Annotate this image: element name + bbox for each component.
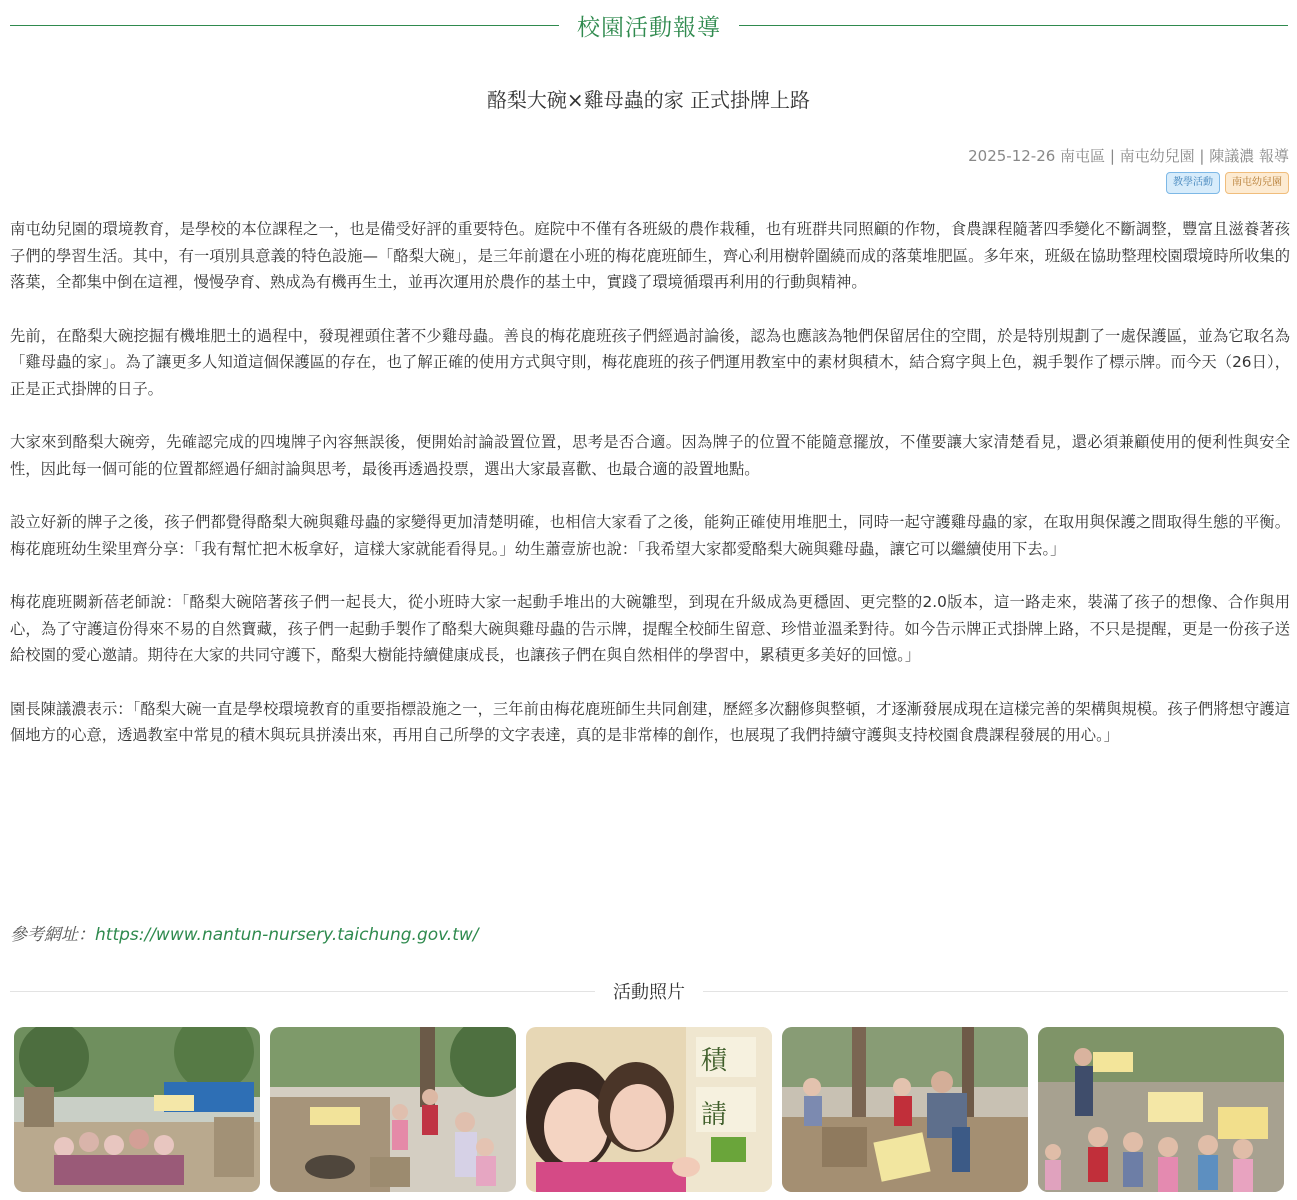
tag-teaching-activity[interactable]: 教學活動 <box>1166 172 1220 194</box>
header-line-right <box>739 25 1288 26</box>
photo-section-header <box>10 976 1288 1006</box>
photo-section-title: 活動照片 <box>613 982 685 1003</box>
article-body <box>10 216 1290 776</box>
paragraph: 梅花鹿班闕新蓓老師說：「酪梨大碗陪著孩子們一起長大，從小班時大家一起動手堆出的大碗雛型，到現在升級成為更穩固、更完整的2.0版本，這一路走來，裝滿了孩子的想像、合作與用心，為了守護這份得來不易的自然寶藏，孩子們一起動手製作了酪梨大碗與雞母蟲的告示牌，提醒全校師生留意、珍惜並溫柔對待。如今告示牌正式掛牌上路，不只是提醒，更是一份孩子送給校園的愛心邀請。期待在大家的共同守護下，酪梨大樹能持續健康成長，也讓孩子們在與自然相伴的學習中，累積更多美好的回憶。」 <box>10 593 1290 664</box>
reference-label: 參考網址： <box>10 925 95 945</box>
photo-3[interactable] <box>526 1027 772 1192</box>
article-meta: 2025-12-26 南屯區 | 南屯幼兒園 | 陳議濃 報導 <box>968 147 1289 165</box>
section-header <box>10 8 1288 42</box>
paragraph: 南屯幼兒園的環境教育，是學校的本位課程之一，也是備受好評的重要特色。庭院中不僅有各班級的農作栽種，也有班群共同照顧的作物，食農課程隨著四季變化不斷調整，豐富且滋養著孩子們的學習生活。其中，有一項別具意義的特色設施—「酪梨大碗」，是三年前還在小班的梅花鹿班師生，齊心利用樹幹圍繞而成的落葉堆肥區。多年來，班級在協助整理校園環境時所收集的落葉，全都集中倒在這裡，慢慢孕育、熟成為有機再生土，並再次運用於農作的基土中，實踐了環境循環再利用的行動與精神。 <box>10 220 1290 291</box>
photo-2[interactable] <box>270 1027 516 1192</box>
paragraph: 園長陳議濃表示：「酪梨大碗一直是學校環境教育的重要指標設施之一，三年前由梅花鹿班師生共同創建，歷經多次翻修與整頓，才逐漸發展成現在這樣完善的架構與規模。孩子們將想守護這個地方的心意，透過教室中常見的積木與玩具拼湊出來，再用自己所學的文字表達，真的是非常棒的創作，也展現了我們持續守護與支持校園食農課程發展的用心。」 <box>10 699 1290 744</box>
photo-gallery <box>14 1027 1284 1192</box>
svg-text:積: 積 <box>701 1046 728 1076</box>
svg-text:請: 請 <box>701 1100 728 1130</box>
photo-5[interactable] <box>1038 1027 1284 1192</box>
paragraph: 設立好新的牌子之後，孩子們都覺得酪梨大碗與雞母蟲的家變得更加清楚明確，也相信大家看了之後，能夠正確使用堆肥土，同時一起守護雞母蟲的家，在取用與保護之間取得生態的平衡。梅花鹿班幼生梁里齊分享：「我有幫忙把木板拿好，這樣大家就能看得見。」幼生蕭壹旂也說：「我希望大家都愛酪梨大碗與雞母蟲，讓它可以繼續使用下去。」 <box>10 513 1290 558</box>
reference-link[interactable]: https://www.nantun-nursery.taichung.gov.tw/ <box>95 925 479 945</box>
paragraph: 先前，在酪梨大碗挖掘有機堆肥土的過程中，發現裡頭住著不少雞母蟲。善良的梅花鹿班孩子們經過討論後，認為也應該為牠們保留居住的空間，於是特別規劃了一處保護區，並為它取名為「雞母蟲的家」。為了讓更多人知道這個保護區的存在，也了解正確的使用方式與守則，梅花鹿班的孩子們運用教室中的素材與積木，結合寫字與上色，親手製作了標示牌。而今天（26日），正是正式掛牌的日子。 <box>10 326 1290 398</box>
tag-list <box>1166 172 1289 194</box>
tag-school[interactable]: 南屯幼兒園 <box>1225 172 1289 194</box>
reference <box>10 920 479 945</box>
photo-1[interactable] <box>14 1027 260 1192</box>
section-title: 校園活動報導 <box>577 14 721 41</box>
article-title: 酪梨大碗×雞母蟲的家 正式掛牌上路 <box>486 88 811 112</box>
photo-header-line-right <box>703 991 1288 992</box>
photo-header-line-left <box>10 991 595 992</box>
header-line-left <box>10 25 559 26</box>
paragraph: 大家來到酪梨大碗旁，先確認完成的四塊牌子內容無誤後，便開始討論設置位置，思考是否合適。因為牌子的位置不能隨意擺放，不僅要讓大家清楚看見，還必須兼顧使用的便利性與安全性，因此每一個可能的位置都經過仔細討論與思考，最後再透過投票，選出大家最喜歡、也最合適的設置地點。 <box>10 433 1290 478</box>
photo-4[interactable] <box>782 1027 1028 1192</box>
